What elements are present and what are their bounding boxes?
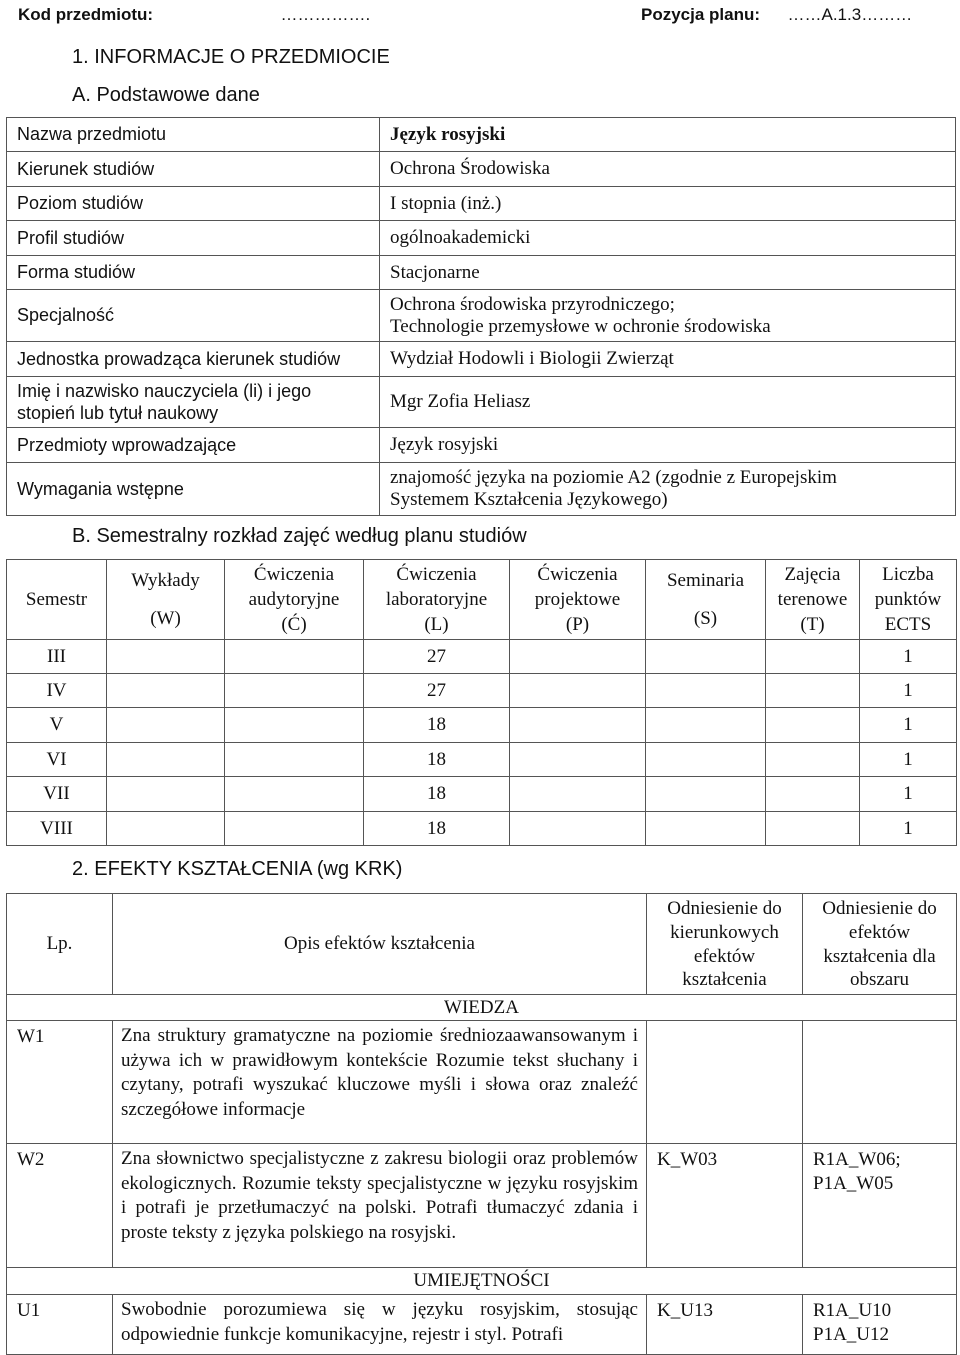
ects-cell: 1 (860, 708, 957, 743)
p-cell (510, 743, 646, 777)
t-cell (766, 674, 860, 708)
ects-cell: 1 (860, 812, 957, 846)
semestr-cell: VI (7, 743, 107, 777)
header-cell: Lp. (7, 894, 113, 995)
label-line: Imię i nazwisko nauczyciela (li) i jego (17, 381, 312, 401)
obs-line: P1A_W05 (813, 1172, 894, 1194)
kier-cell: K_U13 (647, 1295, 803, 1355)
label-cell (7, 377, 380, 428)
obs-cell (803, 1021, 957, 1144)
w-cell (107, 708, 225, 743)
header-cell (766, 560, 860, 640)
kier-cell: K_W03 (647, 1144, 803, 1268)
header-text: Liczba (882, 564, 934, 585)
header-text: (Ć) (281, 614, 307, 635)
header-text: terenowe (777, 589, 848, 610)
label-cell: Przedmioty wprowadzające (7, 428, 380, 463)
header-text: (L) (424, 614, 449, 635)
table-row (7, 256, 956, 290)
table-row (7, 1295, 957, 1355)
header-text: (T) (800, 614, 825, 635)
header-text: kształcenia (682, 969, 767, 991)
pozycja-value: ……A.1.3……… (787, 5, 913, 24)
t-cell (766, 777, 860, 812)
ects-cell: 1 (860, 640, 957, 674)
c-cell (225, 777, 364, 812)
header-text: (P) (565, 614, 590, 635)
t-cell (766, 708, 860, 743)
table-row (7, 187, 956, 221)
w-cell (107, 640, 225, 674)
table-row (7, 708, 957, 743)
table-row (7, 221, 956, 256)
value-line: Systemem Kształcenia Językowego) (390, 489, 668, 510)
t-cell (766, 812, 860, 846)
label-cell: Poziom studiów (7, 187, 380, 221)
header-text: Wykłady (131, 570, 200, 591)
t-cell (766, 743, 860, 777)
header-text: Odniesienie do (822, 898, 937, 919)
semestr-cell: VIII (7, 812, 107, 846)
value-cell: ogólnoakademicki (380, 221, 956, 256)
header-text: efektów (693, 945, 756, 967)
section-a-title: A. Podstawowe dane (72, 84, 260, 106)
lp-cell: W2 (7, 1144, 113, 1268)
value-cell: I stopnia (inż.) (380, 187, 956, 221)
header-text: punktów (874, 589, 942, 610)
ects-cell: 1 (860, 674, 957, 708)
s-cell (646, 812, 766, 846)
header-cell (364, 560, 510, 640)
value-line: Ochrona środowiska przyrodniczego; (390, 293, 675, 315)
section-1-title: 1. INFORMACJE O PRZEDMIOCIE (72, 46, 390, 68)
header-text: (S) (693, 608, 718, 629)
p-cell (510, 812, 646, 846)
s-cell (646, 640, 766, 674)
header-row (7, 560, 957, 640)
label-cell: Forma studiów (7, 256, 380, 290)
semestr-cell: III (7, 640, 107, 674)
header-text: Ćwiczenia (537, 564, 618, 585)
ects-cell: 1 (860, 743, 957, 777)
semestr-cell: VII (7, 777, 107, 812)
semestr-cell: IV (7, 674, 107, 708)
value-cell: Język rosyjski (380, 428, 956, 463)
obs-cell (803, 1295, 957, 1355)
w-cell (107, 812, 225, 846)
s-cell (646, 743, 766, 777)
c-cell (225, 674, 364, 708)
header-text: Odniesienie do (667, 898, 782, 919)
header-cell (510, 560, 646, 640)
table-row (7, 342, 956, 377)
table-row (7, 290, 956, 342)
p-cell (510, 708, 646, 743)
obs-line: P1A_U12 (813, 1323, 890, 1345)
table-row (7, 674, 957, 708)
header-text: obszaru (849, 969, 910, 991)
c-cell (225, 640, 364, 674)
w-cell (107, 777, 225, 812)
lp-cell: U1 (7, 1295, 113, 1355)
obs-line: R1A_W06; (813, 1149, 901, 1170)
basic-data-table (6, 117, 956, 516)
value-cell: Mgr Zofia Heliasz (380, 377, 956, 428)
label-cell: Wymagania wstępne (7, 463, 380, 516)
header-text: ECTS (884, 614, 932, 635)
table-row (7, 428, 956, 463)
semestr-cell: V (7, 708, 107, 743)
header-text: Ćwiczenia (253, 564, 335, 585)
header-cell (647, 894, 803, 995)
category-row (7, 995, 957, 1021)
c-cell (225, 812, 364, 846)
value-cell: Wydział Hodowli i Biologii Zwierząt (380, 342, 956, 377)
table-row (7, 152, 956, 187)
table-row (7, 118, 956, 152)
header-text: kierunkowych (670, 921, 779, 943)
value-cell (380, 290, 956, 342)
value-cell: Język rosyjski (380, 118, 956, 152)
c-cell (225, 708, 364, 743)
l-cell: 18 (364, 708, 510, 743)
desc-cell: Zna słownictwo specjalistyczne z zakresu biologii oraz problemów ekologicznych. Rozumie teksty specjalistyczne w języku rosyjskim i potrafi je przetłumaczyć na polski. Potrafi tłumaczyć zdania i proste teksty z języka polskiego na rosyjski. (113, 1144, 647, 1268)
header-left (18, 4, 370, 25)
section-b-title: B. Semestralny rozkład zajęć według planu studiów (72, 525, 527, 547)
l-cell: 18 (364, 812, 510, 846)
table-row (7, 812, 957, 846)
label-cell: Nazwa przedmiotu (7, 118, 380, 152)
s-cell (646, 708, 766, 743)
table-row (7, 1021, 957, 1144)
value-line: znajomość języka na poziomie A2 (zgodnie z Europejskim (390, 467, 837, 488)
p-cell (510, 640, 646, 674)
label-cell: Specjalność (7, 290, 380, 342)
value-line: Technologie przemysłowe w ochronie środowiska (390, 315, 771, 337)
header-cell (225, 560, 364, 640)
l-cell: 27 (364, 674, 510, 708)
label-line: stopień lub tytuł naukowy (17, 403, 219, 423)
header-cell (860, 560, 957, 640)
s-cell (646, 777, 766, 812)
header-text: Seminaria (666, 570, 745, 591)
table-row (7, 743, 957, 777)
desc-cell: Zna struktury gramatyczne na poziomie średniozaawansowanym i używa ich w prawidłowym kontekście Rozumie tekst słuchany i czytany, potrafi wyszukać kluczowe myśli i słowa oraz znaleźć szczegółowe informacje (113, 1021, 647, 1144)
lp-cell: W1 (7, 1021, 113, 1144)
pozycja-label: Pozycja planu: (641, 5, 761, 24)
label-cell: Profil studiów (7, 221, 380, 256)
p-cell (510, 777, 646, 812)
c-cell (225, 743, 364, 777)
header-right (641, 4, 912, 25)
header-text: laboratoryjne (385, 589, 488, 610)
kier-cell (647, 1021, 803, 1144)
kod-value: ……………. (280, 5, 371, 24)
category-cell: UMIEJĘTNOŚCI (7, 1268, 957, 1295)
w-cell (107, 743, 225, 777)
label-cell: Jednostka prowadząca kierunek studiów (7, 342, 380, 377)
header-cell: Opis efektów kształcenia (113, 894, 647, 995)
value-cell: Ochrona Środowiska (380, 152, 956, 187)
p-cell (510, 674, 646, 708)
header-row (7, 894, 957, 995)
header-cell (646, 560, 766, 640)
l-cell: 27 (364, 640, 510, 674)
category-cell: WIEDZA (7, 995, 957, 1021)
category-row (7, 1268, 957, 1295)
obs-line: R1A_U10 (813, 1300, 892, 1321)
effects-table (6, 893, 957, 1355)
table-row (7, 640, 957, 674)
header-text: projektowe (534, 589, 621, 610)
kod-label: Kod przedmiotu: (18, 5, 154, 24)
value-cell: Stacjonarne (380, 256, 956, 290)
desc-cell: Swobodnie porozumiewa się w języku rosyjskim, stosując odpowiednie funkcje komunikacyjne, rejestr i styl. Potrafi (113, 1295, 647, 1355)
header-text: Ćwiczenia (396, 564, 477, 585)
header-text: audytoryjne (248, 589, 340, 610)
header-cell (7, 560, 107, 640)
table-row (7, 377, 956, 428)
table-row (7, 1144, 957, 1268)
header-cell (803, 894, 957, 995)
l-cell: 18 (364, 777, 510, 812)
s-cell (646, 674, 766, 708)
header-text: efektów (848, 921, 911, 943)
w-cell (107, 674, 225, 708)
table-row (7, 777, 957, 812)
semester-table (6, 559, 957, 846)
obs-cell (803, 1144, 957, 1268)
t-cell (766, 640, 860, 674)
value-cell (380, 463, 956, 516)
header-text: Semestr (25, 589, 88, 610)
header-text: (W) (150, 608, 181, 629)
ects-cell: 1 (860, 777, 957, 812)
header-cell (107, 560, 225, 640)
section-2-title: 2. EFEKTY KSZTAŁCENIA (wg KRK) (72, 858, 403, 880)
header-text: kształcenia dla (823, 945, 936, 967)
label-cell: Kierunek studiów (7, 152, 380, 187)
header-text: Zajęcia (784, 564, 841, 585)
table-row (7, 463, 956, 516)
l-cell: 18 (364, 743, 510, 777)
